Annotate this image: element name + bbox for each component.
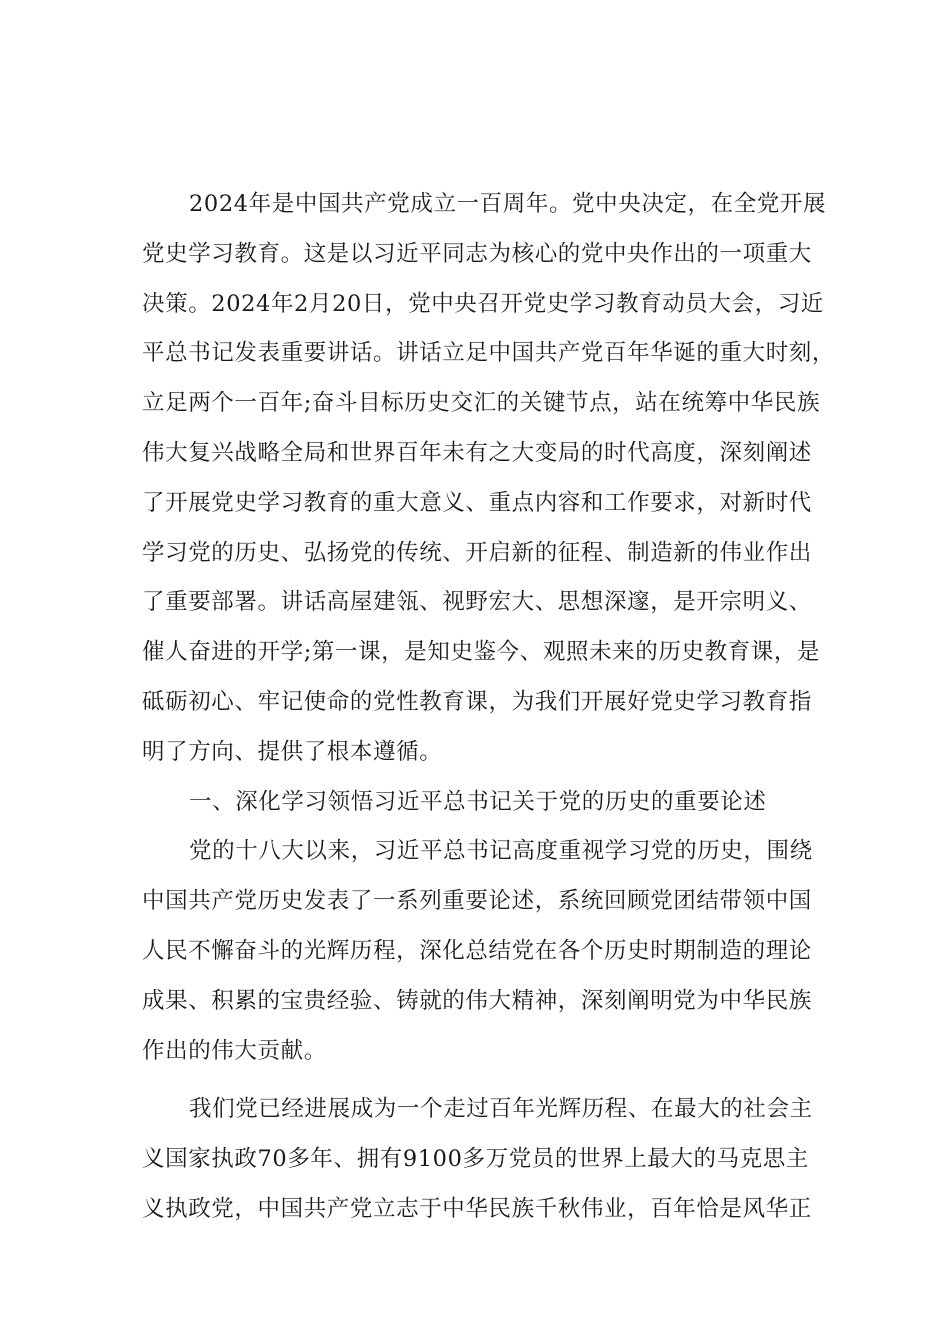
text-line: 立足两个一百年;奋斗目标历史交汇的关键节点，站在统筹中华民族 <box>142 390 821 417</box>
text-line: 我们党已经进展成为一个走过百年光辉历程、在最大的社会主 <box>189 1096 813 1123</box>
text-line: 了开展党史学习教育的重大意义、重点内容和工作要求，对新时代 <box>142 489 812 516</box>
paragraph-section-1 <box>142 827 812 1076</box>
text-line: 义国家执政70多年、拥有9100多万党员的世界上最大的马克思主 <box>142 1146 809 1173</box>
text-line: 伟大复兴战略全局和世界百年未有之大变局的时代高度，深刻阐述 <box>142 439 812 466</box>
text-line: 砥砺初心、牢记使命的党性教育课，为我们开展好党史学习教育指 <box>142 688 812 715</box>
text-line: 明了方向、提供了根本遵循。 <box>142 738 443 765</box>
text-line: 决策。2024年2月20日，党中央召开党史学习教育动员大会，习近 <box>142 290 824 317</box>
text-line: 党的十八大以来，习近平总书记高度重视学习党的历史，围绕 <box>189 838 813 865</box>
document-body <box>142 180 836 1235</box>
text-line: 人民不懈奋斗的光辉历程，深化总结党在各个历史时期制造的理论 <box>142 937 812 964</box>
text-line: 了重要部署。讲话高屋建瓴、视野宏大、思想深邃，是开宗明义、 <box>142 589 812 616</box>
text-line: 平总书记发表重要讲话。讲话立足中国共产党百年华诞的重大时刻， <box>142 340 836 367</box>
text-line: 学习党的历史、弘扬党的传统、开启新的征程、制造新的伟业作出 <box>142 539 812 566</box>
heading-line: 一、深化学习领悟习近平总书记关于党的历史的重要论述 <box>189 788 767 815</box>
text-line: 成果、积累的宝贵经验、铸就的伟大精神，深刻阐明党为中华民族 <box>142 987 812 1014</box>
text-line: 催人奋进的开学;第一课，是知史鉴今、观照未来的历史教育课，是 <box>142 639 821 666</box>
text-line: 作出的伟大贡献。 <box>142 1037 327 1064</box>
section-heading <box>142 778 812 828</box>
text-line: 党史学习教育。这是以习近平同志为核心的党中央作出的一项重大 <box>142 240 812 267</box>
text-line: 义执政党，中国共产党立志于中华民族千秋伟业，百年恰是风华正 <box>142 1195 812 1222</box>
text-line: 中国共产党历史发表了一系列重要论述，系统回顾党团结带领中国 <box>142 888 812 915</box>
paragraph-section-2 <box>142 1085 812 1234</box>
text-line: 2024年是中国共产党成立一百周年。党中央决定，在全党开展 <box>189 191 827 217</box>
paragraph-intro <box>142 180 836 778</box>
